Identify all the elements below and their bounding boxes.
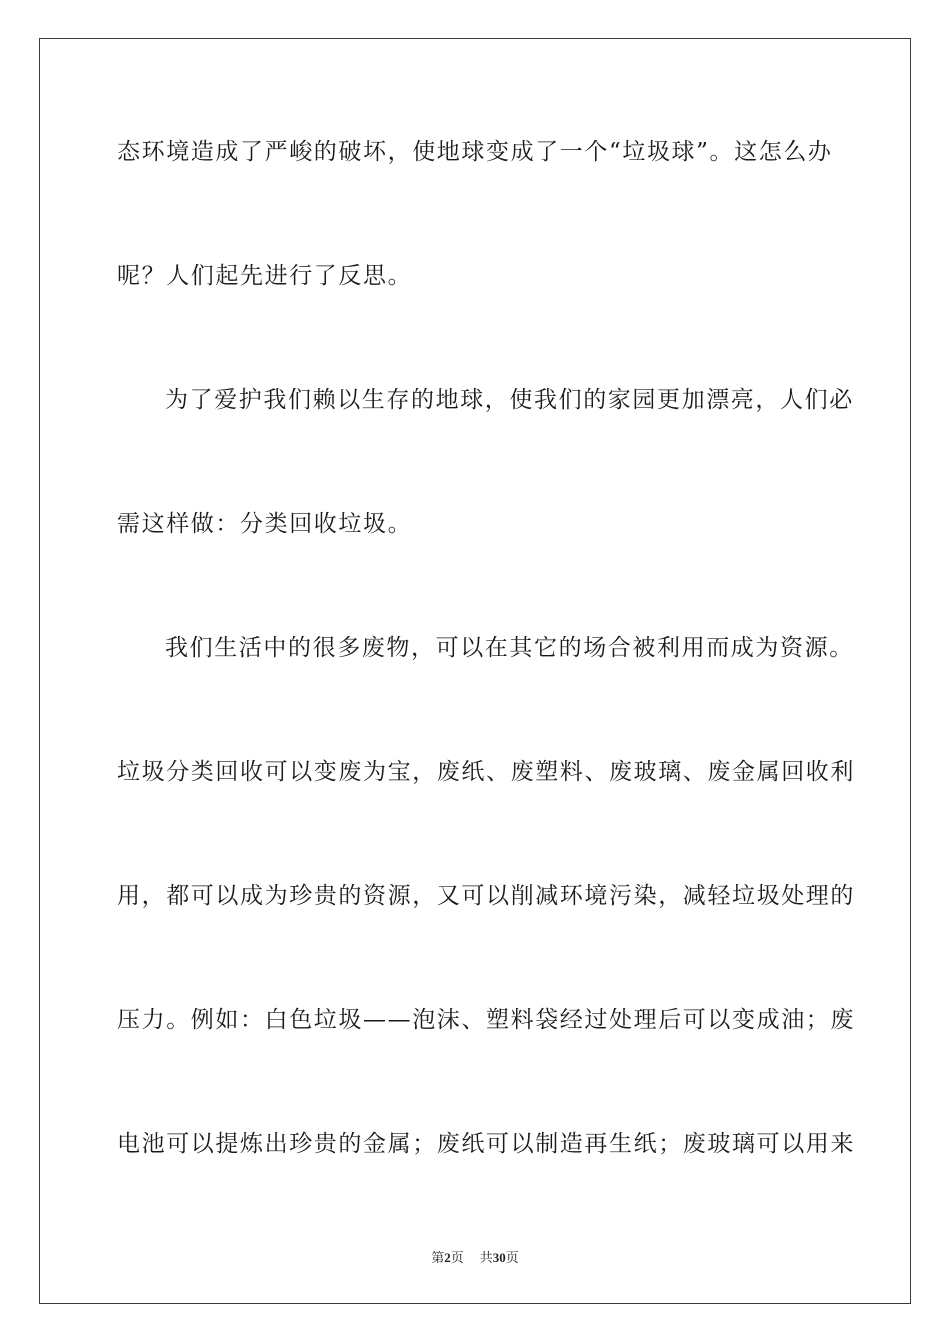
page-prefix: 第 [431,1250,445,1265]
body-text-line: 垃圾分类回收可以变废为宝，废纸、废塑料、废玻璃、废金属回收利 [117,759,855,785]
body-text-line: 呢？人们起先进行了反思。 [117,263,413,289]
paragraph-start-line: 我们生活中的很多废物，可以在其它的场合被利用而成为资源。 [165,635,854,661]
body-text-line: 压力。例如：白色垃圾——泡沫、塑料袋经过处理后可以变成油；废 [117,1007,855,1033]
page-border [39,38,911,1304]
page-footer [0,1247,950,1266]
body-text-line: 电池可以提炼出珍贵的金属；废纸可以制造再生纸；废玻璃可以用来 [117,1131,855,1157]
body-text-line: 态环境造成了严峻的破坏，使地球变成了一个“垃圾球”。这怎么办 [117,139,833,165]
total-prefix: 共 [479,1250,493,1265]
total-pages: 30 [492,1250,506,1265]
body-text-line: 需这样做：分类回收垃圾。 [117,511,413,537]
total-suffix: 页 [505,1250,519,1265]
page-suffix: 页 [450,1250,464,1265]
body-text-line: 用，都可以成为珍贵的资源，又可以削减环境污染，减轻垃圾处理的 [117,883,855,909]
page-number: 2 [444,1250,451,1265]
paragraph-start-line: 为了爱护我们赖以生存的地球，使我们的家园更加漂亮，人们必 [165,387,854,413]
